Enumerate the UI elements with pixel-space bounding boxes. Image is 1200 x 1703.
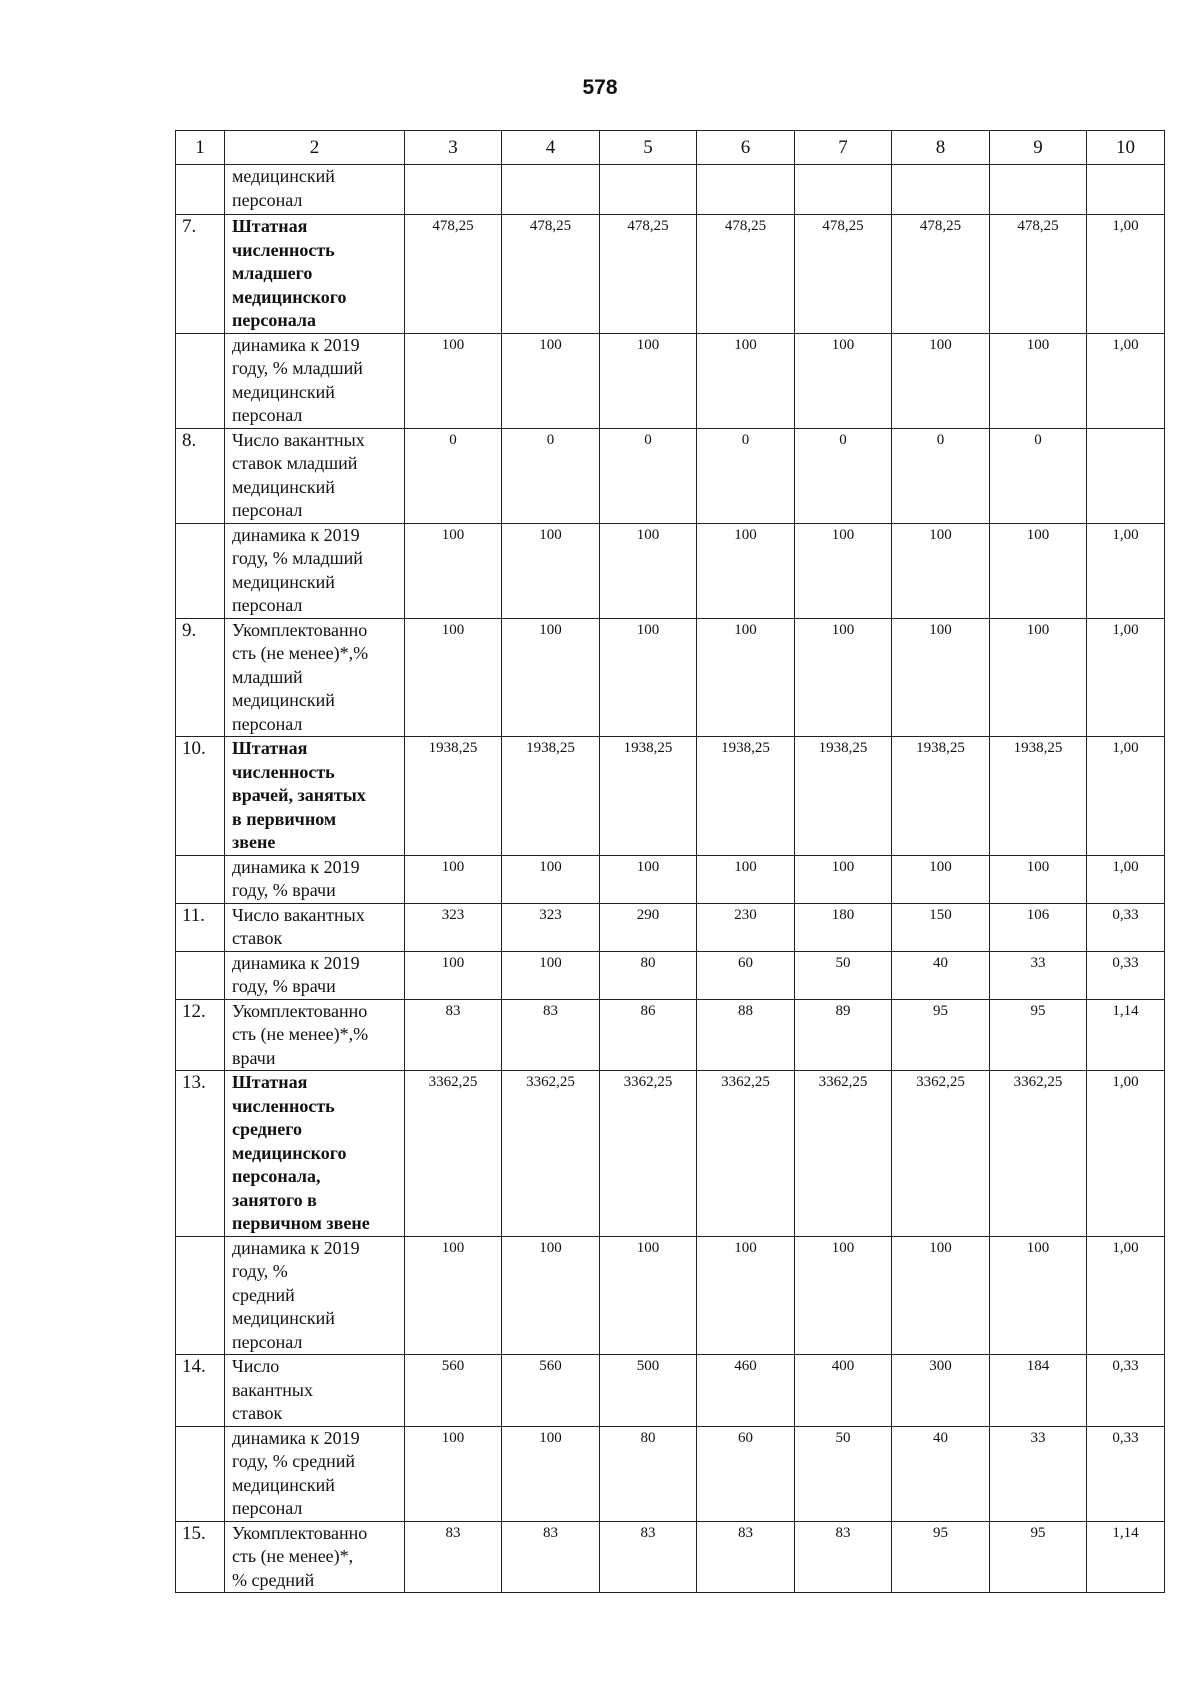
value-cell: 100: [502, 1426, 600, 1521]
row-number: 14.: [176, 1355, 225, 1427]
row-label-line: медицинский: [232, 690, 335, 710]
value-cell: 0: [600, 428, 697, 523]
value-cell: [892, 165, 990, 215]
value-cell: 60: [697, 1426, 795, 1521]
value-cell: [405, 165, 502, 215]
table-row: [176, 333, 1165, 428]
table-row: [176, 618, 1165, 737]
value-cell: 100: [600, 1236, 697, 1355]
value-cell: 40: [892, 951, 990, 999]
value-cell: 1,00: [1087, 1236, 1165, 1355]
row-number: 15.: [176, 1521, 225, 1593]
value-cell: 83: [502, 999, 600, 1071]
value-cell: 100: [697, 1236, 795, 1355]
value-cell: 0: [697, 428, 795, 523]
table-row: [176, 1071, 1165, 1237]
row-label: [225, 165, 405, 215]
row-label-line: году, %: [232, 1261, 288, 1281]
value-cell: 83: [795, 1521, 892, 1593]
table-row: [176, 999, 1165, 1071]
value-cell: 80: [600, 951, 697, 999]
value-cell: 100: [502, 1236, 600, 1355]
value-cell: 3362,25: [405, 1071, 502, 1237]
value-cell: [1087, 428, 1165, 523]
row-label-line: Укомплектованно: [232, 1522, 368, 1543]
value-cell: 1938,25: [502, 737, 600, 856]
value-cell: 1938,25: [600, 737, 697, 856]
row-label: [225, 523, 405, 618]
value-cell: 1938,25: [405, 737, 502, 856]
value-cell: 100: [697, 333, 795, 428]
page-number: 578: [582, 76, 618, 99]
row-label-line: младшего: [232, 263, 313, 283]
row-label-line: % средний: [232, 1569, 315, 1590]
value-cell: 100: [697, 618, 795, 737]
data-table: [175, 130, 1165, 1593]
row-label-line: занятого в: [232, 1189, 317, 1210]
row-label-line: ставок младший: [232, 453, 358, 473]
value-cell: 100: [892, 333, 990, 428]
value-cell: 100: [990, 333, 1087, 428]
value-cell: 1,00: [1087, 215, 1165, 334]
value-cell: 0: [990, 428, 1087, 523]
row-label-line: медицинский: [232, 476, 335, 497]
value-cell: 1938,25: [697, 737, 795, 856]
value-cell: 0,33: [1087, 1426, 1165, 1521]
row-label: [225, 737, 405, 856]
row-label-line: динамика к 2019: [232, 1427, 360, 1448]
value-cell: 83: [502, 1521, 600, 1593]
value-cell: 100: [600, 523, 697, 618]
value-cell: [795, 165, 892, 215]
row-label-line: персонал: [232, 713, 303, 734]
row-label-line: численность: [232, 1095, 335, 1116]
table-row: [176, 523, 1165, 618]
value-cell: 86: [600, 999, 697, 1071]
table-row: [176, 165, 1165, 215]
table-row: [176, 903, 1165, 951]
value-cell: 0: [502, 428, 600, 523]
value-cell: 478,25: [697, 215, 795, 334]
row-label: [225, 951, 405, 999]
value-cell: 3362,25: [697, 1071, 795, 1237]
row-label: [225, 618, 405, 737]
row-label-line: году, % младший: [232, 358, 363, 378]
value-cell: 33: [990, 951, 1087, 999]
value-cell: 1,00: [1087, 618, 1165, 737]
row-label: [225, 903, 405, 951]
row-label: [225, 1355, 405, 1427]
value-cell: 100: [697, 855, 795, 903]
value-cell: [990, 165, 1087, 215]
value-cell: 100: [892, 523, 990, 618]
value-cell: 95: [892, 1521, 990, 1593]
column-header: 9: [990, 131, 1087, 165]
value-cell: 83: [697, 1521, 795, 1593]
row-label: [225, 215, 405, 334]
row-label: [225, 1426, 405, 1521]
value-cell: 300: [892, 1355, 990, 1427]
value-cell: 100: [405, 523, 502, 618]
value-cell: 50: [795, 1426, 892, 1521]
column-header: 7: [795, 131, 892, 165]
row-label: [225, 1521, 405, 1593]
row-label-line: году, % врачи: [232, 880, 336, 900]
row-label-line: Укомплектованно: [232, 619, 368, 640]
value-cell: 100: [795, 1236, 892, 1355]
row-number: 11.: [176, 903, 225, 951]
column-header: 2: [225, 131, 405, 165]
row-label: [225, 855, 405, 903]
row-number: [176, 1236, 225, 1355]
value-cell: 184: [990, 1355, 1087, 1427]
row-number: [176, 523, 225, 618]
value-cell: 1,00: [1087, 737, 1165, 856]
row-label-line: врачи: [232, 1047, 276, 1068]
value-cell: 83: [405, 999, 502, 1071]
table-row: [176, 215, 1165, 334]
value-cell: 100: [600, 333, 697, 428]
row-label-line: медицинский: [232, 166, 335, 186]
value-cell: 95: [990, 1521, 1087, 1593]
row-label: [225, 1071, 405, 1237]
value-cell: 180: [795, 903, 892, 951]
value-cell: 1,00: [1087, 855, 1165, 903]
value-cell: 290: [600, 903, 697, 951]
row-label-line: Число вакантных: [232, 904, 365, 925]
row-label-line: врачей, занятых: [232, 785, 366, 805]
row-label-line: Штатная: [232, 738, 308, 758]
value-cell: 100: [990, 855, 1087, 903]
row-label-line: младший: [232, 666, 303, 687]
value-cell: 3362,25: [892, 1071, 990, 1237]
row-label-line: динамика к 2019: [232, 856, 360, 877]
column-header: 3: [405, 131, 502, 165]
row-label-line: персонал: [232, 1331, 303, 1352]
value-cell: 323: [502, 903, 600, 951]
value-cell: 100: [502, 523, 600, 618]
value-cell: 0,33: [1087, 903, 1165, 951]
row-label-line: медицинский: [232, 1474, 335, 1495]
value-cell: 1,14: [1087, 999, 1165, 1071]
row-label-line: персонал: [232, 595, 303, 615]
value-cell: 100: [990, 1236, 1087, 1355]
row-label-line: первичном звене: [232, 1213, 370, 1233]
value-cell: 100: [892, 855, 990, 903]
value-cell: 1,00: [1087, 523, 1165, 618]
column-header: 8: [892, 131, 990, 165]
value-cell: 3362,25: [502, 1071, 600, 1237]
row-label-line: динамика к 2019: [232, 334, 360, 355]
row-number: 9.: [176, 618, 225, 737]
row-number: 13.: [176, 1071, 225, 1237]
value-cell: 3362,25: [600, 1071, 697, 1237]
value-cell: 323: [405, 903, 502, 951]
value-cell: 400: [795, 1355, 892, 1427]
table-header-row: [176, 131, 1165, 165]
row-label: [225, 428, 405, 523]
value-cell: 100: [990, 523, 1087, 618]
value-cell: 0,33: [1087, 951, 1165, 999]
column-header: 4: [502, 131, 600, 165]
value-cell: 80: [600, 1426, 697, 1521]
row-label-line: сть (не менее)*,%: [232, 643, 369, 663]
value-cell: 1938,25: [795, 737, 892, 856]
row-label-line: году, % средний: [232, 1451, 356, 1471]
row-label-line: медицинского: [232, 1142, 347, 1163]
value-cell: 0: [405, 428, 502, 523]
value-cell: 1,00: [1087, 333, 1165, 428]
row-label-line: ставок: [232, 928, 283, 948]
row-label-line: динамика к 2019: [232, 1237, 360, 1258]
value-cell: 100: [795, 523, 892, 618]
value-cell: 33: [990, 1426, 1087, 1521]
row-label-line: медицинский: [232, 381, 335, 402]
value-cell: 3362,25: [990, 1071, 1087, 1237]
row-number: 10.: [176, 737, 225, 856]
value-cell: 1,00: [1087, 1071, 1165, 1237]
value-cell: 100: [892, 1236, 990, 1355]
row-label: [225, 999, 405, 1071]
row-label-line: медицинский: [232, 1308, 335, 1328]
row-label-line: численность: [232, 239, 335, 260]
value-cell: 95: [892, 999, 990, 1071]
table-row: [176, 737, 1165, 856]
value-cell: 100: [697, 523, 795, 618]
row-label-line: медицинского: [232, 286, 347, 307]
row-label-line: Штатная: [232, 1072, 308, 1092]
value-cell: 1938,25: [990, 737, 1087, 856]
value-cell: 100: [405, 333, 502, 428]
row-label-line: динамика к 2019: [232, 524, 360, 545]
row-number: 8.: [176, 428, 225, 523]
row-label-line: Укомплектованно: [232, 1000, 368, 1021]
row-label-line: сть (не менее)*,%: [232, 1024, 369, 1044]
value-cell: 3362,25: [795, 1071, 892, 1237]
value-cell: 100: [795, 855, 892, 903]
row-label-line: персонала,: [232, 1166, 321, 1186]
row-label-line: персонала: [232, 310, 316, 330]
row-label-line: среднего: [232, 1119, 302, 1139]
table-row: [176, 951, 1165, 999]
value-cell: 83: [405, 1521, 502, 1593]
table-row: [176, 1521, 1165, 1593]
value-cell: 500: [600, 1355, 697, 1427]
value-cell: 89: [795, 999, 892, 1071]
table-row: [176, 1355, 1165, 1427]
row-label-line: Штатная: [232, 216, 308, 236]
row-number: [176, 333, 225, 428]
value-cell: 50: [795, 951, 892, 999]
value-cell: 100: [600, 855, 697, 903]
row-label-line: персонал: [232, 1498, 303, 1518]
row-number: [176, 951, 225, 999]
value-cell: 560: [405, 1355, 502, 1427]
value-cell: [697, 165, 795, 215]
row-label-line: вакантных: [232, 1379, 313, 1400]
row-label-line: динамика к 2019: [232, 952, 360, 973]
value-cell: 230: [697, 903, 795, 951]
row-label-line: звене: [232, 832, 276, 852]
value-cell: 100: [405, 1426, 502, 1521]
row-label-line: персонал: [232, 500, 303, 520]
column-header: 10: [1087, 131, 1165, 165]
value-cell: 100: [502, 951, 600, 999]
row-number: 12.: [176, 999, 225, 1071]
table-row: [176, 855, 1165, 903]
table-row: [176, 428, 1165, 523]
row-label-line: численность: [232, 761, 335, 782]
value-cell: 150: [892, 903, 990, 951]
row-label-line: в первичном: [232, 808, 337, 829]
value-cell: 100: [502, 333, 600, 428]
value-cell: 478,25: [795, 215, 892, 334]
value-cell: 478,25: [990, 215, 1087, 334]
value-cell: 60: [697, 951, 795, 999]
row-label-line: персонал: [232, 189, 303, 210]
value-cell: 88: [697, 999, 795, 1071]
value-cell: 1938,25: [892, 737, 990, 856]
value-cell: 100: [990, 618, 1087, 737]
value-cell: 478,25: [892, 215, 990, 334]
value-cell: 100: [405, 951, 502, 999]
row-label-line: Число: [232, 1356, 280, 1376]
value-cell: 1,14: [1087, 1521, 1165, 1593]
row-label-line: медицинский: [232, 571, 335, 592]
value-cell: 478,25: [502, 215, 600, 334]
value-cell: 100: [502, 855, 600, 903]
row-label: [225, 333, 405, 428]
value-cell: 100: [405, 855, 502, 903]
row-number: [176, 855, 225, 903]
row-label-line: персонал: [232, 405, 303, 425]
value-cell: 95: [990, 999, 1087, 1071]
column-header: 6: [697, 131, 795, 165]
row-label-line: сть (не менее)*,: [232, 1546, 354, 1566]
row-label: [225, 1236, 405, 1355]
value-cell: 100: [405, 1236, 502, 1355]
value-cell: [502, 165, 600, 215]
value-cell: 478,25: [405, 215, 502, 334]
value-cell: 100: [502, 618, 600, 737]
row-number: 7.: [176, 215, 225, 334]
table-body: [176, 165, 1165, 1593]
value-cell: 478,25: [600, 215, 697, 334]
value-cell: 100: [405, 618, 502, 737]
row-label-line: средний: [232, 1284, 295, 1305]
value-cell: [600, 165, 697, 215]
table-row: [176, 1236, 1165, 1355]
row-label-line: году, % врачи: [232, 976, 336, 996]
table-row: [176, 1426, 1165, 1521]
value-cell: 0: [892, 428, 990, 523]
value-cell: 100: [795, 618, 892, 737]
column-header: 1: [176, 131, 225, 165]
value-cell: 560: [502, 1355, 600, 1427]
value-cell: 100: [892, 618, 990, 737]
value-cell: [1087, 165, 1165, 215]
value-cell: 100: [795, 333, 892, 428]
row-label-line: Число вакантных: [232, 429, 365, 450]
value-cell: 100: [600, 618, 697, 737]
row-label-line: году, % младший: [232, 548, 363, 568]
value-cell: 40: [892, 1426, 990, 1521]
row-number: [176, 165, 225, 215]
value-cell: 0: [795, 428, 892, 523]
value-cell: 106: [990, 903, 1087, 951]
value-cell: 0,33: [1087, 1355, 1165, 1427]
row-label-line: ставок: [232, 1403, 283, 1423]
row-number: [176, 1426, 225, 1521]
value-cell: 460: [697, 1355, 795, 1427]
value-cell: 83: [600, 1521, 697, 1593]
column-header: 5: [600, 131, 697, 165]
